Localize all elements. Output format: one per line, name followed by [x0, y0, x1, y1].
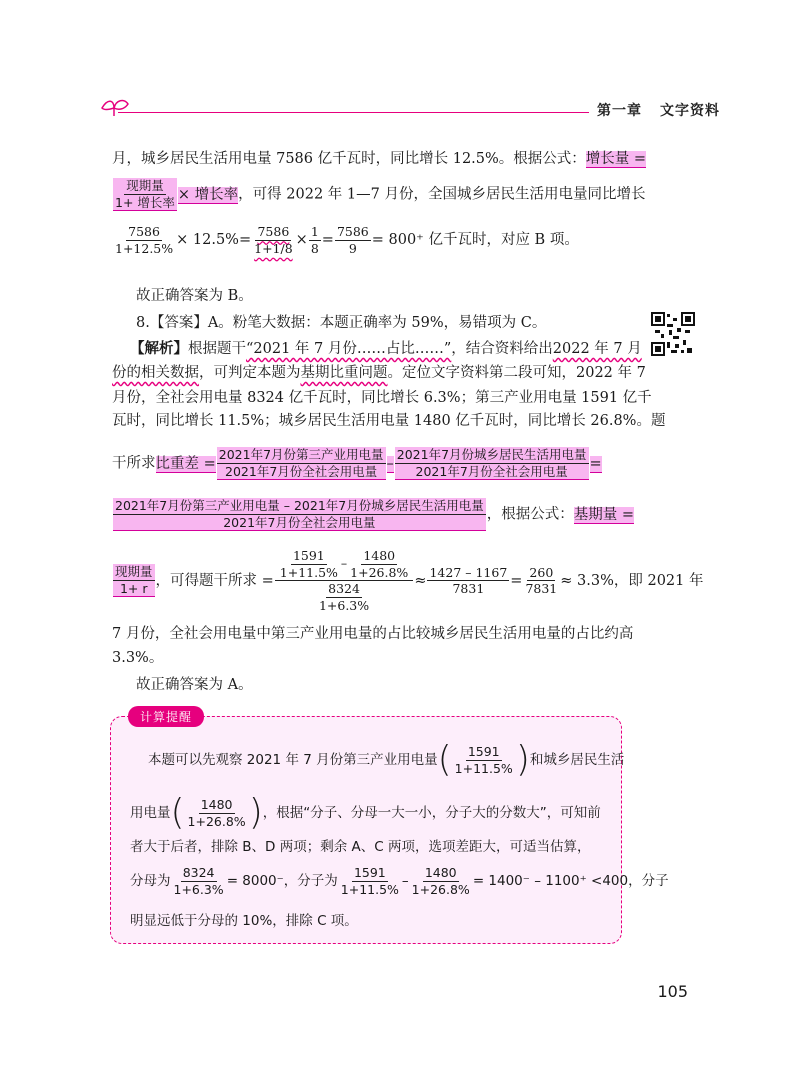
- text-line-15: 故正确答案为 A。: [136, 677, 253, 693]
- text-line-3: $\frac{7586}{1+12.5\%}$ × 12.5%= $\frac{7586}{1+1/8}$ × $\frac{1}{8}$ = $\frac{7586}{9}$ = 800⁺ 亿千瓦时，对应 B 项。: [115, 224, 579, 256]
- text-line-12: $\frac{\text{现期量}}{1+ r}$ ，可得题干所求 = $\frac{1591}{1+11.5\%}$ – $\frac{1480}{1+26.8\%}$ $\frac{8324}{1+6.3\%}$ ≈ $\frac{1427 - 1167}{7831}$ = $\frac{260}{7831}$ ≈ 3.3%，即 2021 年: [115, 548, 704, 613]
- answer-line: 8.【答案】A。粉笔大数据：本题正确率为 59%，易错项为 C。: [136, 315, 547, 331]
- text-line-13: 7 月份，全社会用电量中第三产业用电量的占比较城乡居民生活用电量的占比约高: [112, 626, 634, 642]
- qr-code-icon: [651, 312, 695, 356]
- tip-line-3: 者大于后者，排除 B、D 两项；剩余 A、C 两项，选项差距大，可适当估算，: [130, 839, 591, 855]
- tip-line-1: 本题可以先观察 2021 年 7 月份第三产业用电量( $\frac{1591}{1+11.5\%}$ )和城乡居民生活: [148, 739, 625, 780]
- page-number: 105: [657, 982, 688, 1001]
- tip-line-4: 分母为 $\frac{8324}{1+6.3\%}$ = 8000⁻，分子为 $\frac{1591}{1+11.5\%}$ – $\frac{1480}{1+26.8\%}$ = 1400⁻ – 1100⁺ <400，分子: [130, 865, 669, 897]
- text-line-9: 瓦时，同比增长 11.5%；城乡居民生活用电量 1480 亿千瓦时，同比增长 26.8%。题: [112, 413, 666, 429]
- tip-label: 计算提醒: [128, 706, 204, 727]
- text-line-8: 月份，全社会用电量 8324 亿千瓦时，同比增长 6.3%；第三产业用电量 1591 亿千: [112, 390, 652, 406]
- text-line-6: 【解析】根据题干“2021 年 7 月份……占比……”，结合资料给出2022 年 7 月: [130, 340, 642, 357]
- text-line-4: 故正确答案为 B。: [136, 288, 253, 304]
- tip-line-5: 明显远低于分母的 10%，排除 C 项。: [130, 913, 358, 929]
- text-line-1: 月，城乡居民生活用电量 7586 亿千瓦时，同比增长 12.5%。根据公式：增长量 =: [112, 151, 647, 167]
- text-line-14: 3.3%。: [112, 650, 164, 666]
- text-line-7: 份的相关数据，可判定本题为基期比重问题。定位文字资料第二段可知，2022 年 7: [112, 365, 646, 381]
- text-line-10: 干所求比重差 = $\frac{\text{2021年7月份第三产业用电量}}{\text{2021年7月份全社会用电量}}$ – $\frac{\text{2021年7月份城乡居民生活用电量}}{\text{2021年7月份全社会用电量}}$ =: [112, 447, 602, 479]
- text-line-2: $\frac{\text{现期量}}{\text{1+ 增长率}}$ × 增长率，可得 2022 年 1—7 月份，全国城乡居民生活用电量同比增长: [115, 178, 646, 210]
- tip-line-2: 用电量( $\frac{1480}{1+26.8\%}$ )，根据“分子、分母一大一小，分子大的分数大”，可知前: [130, 792, 601, 833]
- leaf-logo-icon: [100, 96, 130, 118]
- chapter-heading: 第一章 文字资料: [589, 100, 720, 120]
- text-line-11: $\frac{\text{2021年7月份第三产业用电量 – 2021年7月份城乡居民生活用电量}}{\text{2021年7月份全社会用电量}}$ ，根据公式：基期量 =: [115, 498, 634, 530]
